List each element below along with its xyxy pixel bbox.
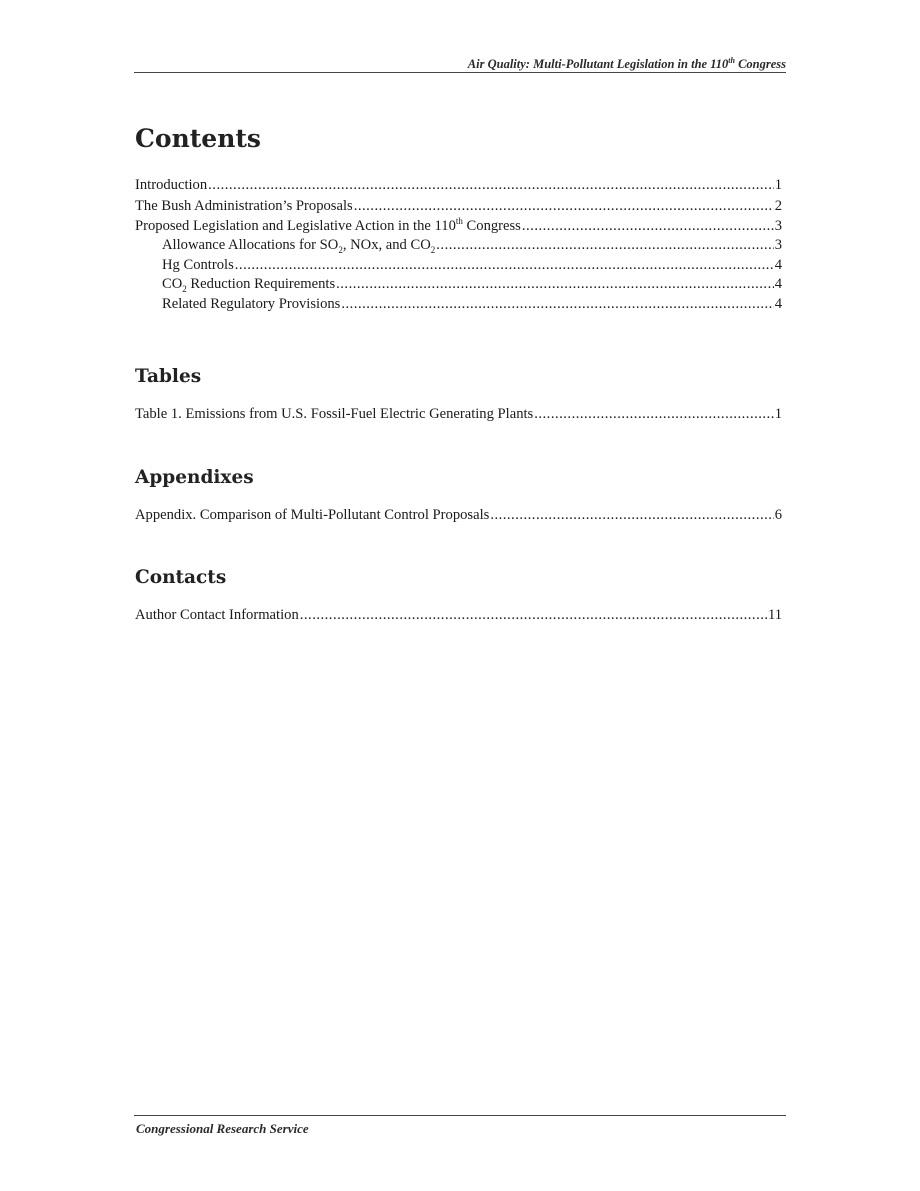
toc-entry-label: Author Contact Information bbox=[135, 607, 299, 623]
toc-entry-introduction[interactable] bbox=[135, 176, 782, 195]
toc-subentry-hg-controls[interactable] bbox=[135, 256, 782, 276]
toc-subentry-regulatory-provisions[interactable] bbox=[135, 295, 782, 315]
appendixes-heading: Appendixes bbox=[135, 467, 254, 488]
label-end: Congress bbox=[462, 218, 521, 234]
footer-rule bbox=[134, 1115, 786, 1116]
label-main: Proposed Legislation and Legislative Action in the 110 bbox=[135, 218, 456, 234]
toc-entry-label bbox=[162, 275, 335, 294]
toc-entry-page: 4 bbox=[774, 295, 782, 312]
toc-entry-page: 3 bbox=[774, 218, 782, 234]
toc-subentry-allowance-allocations[interactable] bbox=[135, 236, 782, 256]
label-part: Allowance Allocations for SO bbox=[162, 237, 339, 253]
toc-entry-bush-proposals[interactable] bbox=[135, 197, 782, 216]
label-part: CO bbox=[162, 276, 183, 292]
tables-list bbox=[135, 405, 782, 424]
toc-entry-label: Appendix. Comparison of Multi-Pollutant Control Proposals bbox=[135, 507, 490, 523]
dot-leader bbox=[534, 405, 773, 424]
toc-entry-label: Hg Controls bbox=[162, 256, 234, 273]
dot-leader bbox=[336, 275, 774, 294]
label-subscript: 2 bbox=[430, 244, 436, 255]
contents-list bbox=[135, 176, 782, 314]
toc-entry-label: Related Regulatory Provisions bbox=[162, 295, 341, 312]
dot-leader bbox=[522, 217, 774, 236]
contacts-heading: Contacts bbox=[135, 567, 227, 588]
dot-leader bbox=[208, 176, 774, 195]
toc-entry-page: 2 bbox=[774, 197, 782, 214]
tables-heading: Tables bbox=[135, 366, 202, 387]
dot-leader bbox=[300, 606, 767, 625]
toc-entry-page: 4 bbox=[774, 276, 782, 292]
toc-subentry-co2-reduction[interactable] bbox=[135, 275, 782, 295]
running-title-main: Air Quality: Multi-Pollutant Legislation in the 110 bbox=[467, 57, 729, 72]
toc-entry-page: 11 bbox=[767, 607, 782, 623]
running-title-superscript: th bbox=[728, 56, 735, 65]
dot-leader bbox=[436, 236, 773, 255]
toc-entry-label bbox=[135, 217, 521, 236]
toc-entry-page: 6 bbox=[774, 507, 782, 523]
contacts-list bbox=[135, 606, 782, 625]
toc-entry-page: 4 bbox=[774, 256, 782, 273]
contents-heading: Contents bbox=[135, 124, 262, 153]
toc-entry-appendix[interactable] bbox=[135, 506, 782, 525]
toc-entry-label: Introduction bbox=[135, 177, 208, 193]
label-subscript: 2 bbox=[338, 244, 343, 255]
running-header bbox=[134, 56, 786, 72]
toc-entry-label: The Bush Administration’s Proposals bbox=[135, 197, 353, 214]
running-title-end: Congress bbox=[734, 57, 786, 72]
dot-leader bbox=[354, 197, 774, 216]
toc-entry-proposed-legislation[interactable] bbox=[135, 217, 782, 236]
toc-entry-page: 3 bbox=[774, 237, 782, 253]
toc-entry-table-1[interactable] bbox=[135, 405, 782, 424]
toc-entry-page: 1 bbox=[774, 406, 782, 422]
appendixes-list bbox=[135, 506, 782, 525]
header-rule bbox=[134, 72, 786, 73]
label-part: , NOx, and CO bbox=[342, 237, 431, 253]
label-part: Reduction Requirements bbox=[186, 276, 336, 292]
toc-entry-label: Table 1. Emissions from U.S. Fossil-Fuel Electric Generating Plants bbox=[135, 406, 534, 422]
toc-entry-page: 1 bbox=[774, 177, 782, 193]
dot-leader bbox=[490, 506, 773, 525]
toc-entry-label bbox=[162, 236, 435, 255]
dot-leader bbox=[341, 295, 773, 314]
label-superscript: th bbox=[455, 216, 463, 227]
label-subscript: 2 bbox=[182, 283, 187, 294]
dot-leader bbox=[235, 256, 774, 275]
footer-text: Congressional Research Service bbox=[136, 1121, 309, 1136]
toc-entry-author-contact[interactable] bbox=[135, 606, 782, 625]
